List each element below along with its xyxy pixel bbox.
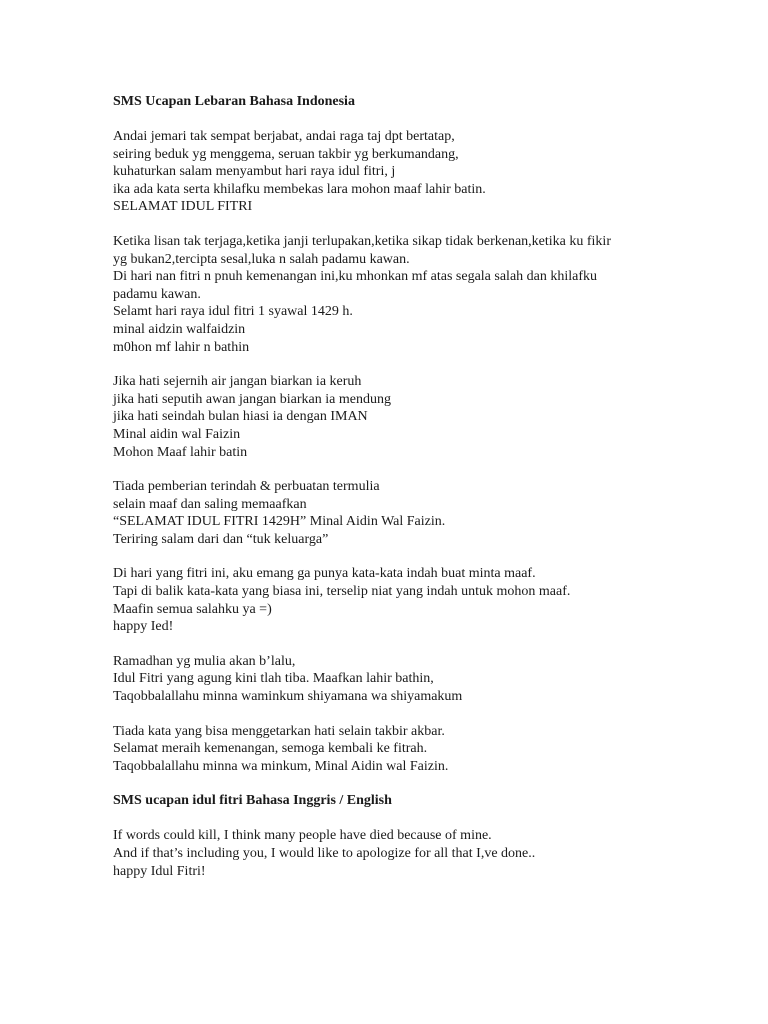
heading-english: SMS ucapan idul fitri Bahasa Inggris / English: [113, 793, 392, 809]
text-line: Tiada kata yang bisa menggetarkan hati selain takbir akbar.: [113, 723, 445, 739]
text-line: ika ada kata serta khilafku membekas lara mohon maaf lahir batin.: [113, 181, 486, 197]
text-line: Selamat meraih kemenangan, semoga kembali ke fitrah.: [113, 741, 428, 757]
text-line: Jika hati sejernih air jangan biarkan ia keruh: [113, 374, 362, 390]
text-line: m0hon mf lahir n bathin: [113, 339, 250, 355]
document-page: [113, 93, 713, 897]
text-line: If words could kill, I think many people have died because of mine.: [113, 828, 492, 844]
text-line: kuhaturkan salam menyambut hari raya idul fitri, j: [113, 164, 396, 180]
text-line: jika hati seindah bulan hiasi ia dengan IMAN: [113, 409, 368, 425]
paragraph-7: [113, 723, 713, 776]
text-line: Taqobbalallahu minna waminkum shiyamana wa shiyamakum: [113, 689, 463, 705]
text-line: Andai jemari tak sempat berjabat, andai raga taj dpt bertatap,: [113, 129, 455, 144]
text-line: And if that’s including you, I would like to apologize for all that I,ve done..: [113, 846, 536, 861]
paragraph-1: [113, 128, 713, 216]
paragraph-3: [113, 373, 713, 461]
text-line: Tiada pemberian terindah & perbuatan termulia: [113, 479, 380, 495]
text-line: Maafin semua salahku ya =): [113, 601, 272, 617]
text-line: padamu kawan.: [113, 286, 201, 302]
text-line: happy Idul Fitri!: [113, 863, 206, 879]
text-line: seiring beduk yg menggema, seruan takbir yg berkumandang,: [113, 146, 459, 162]
paragraph-6: [113, 653, 713, 706]
text-line: happy Ied!: [113, 619, 174, 635]
text-line: Mohon Maaf lahir batin: [113, 444, 248, 460]
text-line: Idul Fitri yang agung kini tlah tiba. Maafkan lahir bathin,: [113, 671, 434, 687]
text-line: Ramadhan yg mulia akan b’lalu,: [113, 653, 296, 669]
text-line: Minal aidin wal Faizin: [113, 426, 241, 442]
text-line: Taqobbalallahu minna wa minkum, Minal Aidin wal Faizin.: [113, 758, 449, 774]
text-line: “SELAMAT IDUL FITRI 1429H” Minal Aidin Wal Faizin.: [113, 514, 446, 530]
text-line: Ketika lisan tak terjaga,ketika janji terlupakan,ketika sikap tidak berkenan,ketika ku fikir: [113, 233, 611, 249]
paragraph-2: [113, 233, 713, 356]
paragraph-english-1: [113, 827, 713, 880]
text-line: yg bukan2,tercipta sesal,luka n salah padamu kawan.: [113, 251, 410, 267]
text-line: Selamt hari raya idul fitri 1 syawal 1429 h.: [113, 304, 353, 320]
text-line: selain maaf dan saling memaafkan: [113, 496, 307, 512]
paragraph-4: [113, 478, 713, 548]
text-line: Teriring salam dari dan “tuk keluarga”: [113, 531, 329, 547]
heading-indonesia: SMS Ucapan Lebaran Bahasa Indonesia: [113, 94, 355, 109]
text-line: Di hari yang fitri ini, aku emang ga punya kata-kata indah buat minta maaf.: [113, 566, 536, 582]
paragraph-5: [113, 565, 713, 635]
text-line: Di hari nan fitri n pnuh kemenangan ini,ku mhonkan mf atas segala salah dan khilafku: [113, 269, 598, 285]
text-line: minal aidzin walfaidzin: [113, 321, 246, 337]
text-line: Tapi di balik kata-kata yang biasa ini, terselip niat yang indah untuk mohon maaf.: [113, 584, 571, 600]
text-line: SELAMAT IDUL FITRI: [113, 199, 253, 215]
text-line: jika hati seputih awan jangan biarkan ia mendung: [113, 391, 391, 407]
